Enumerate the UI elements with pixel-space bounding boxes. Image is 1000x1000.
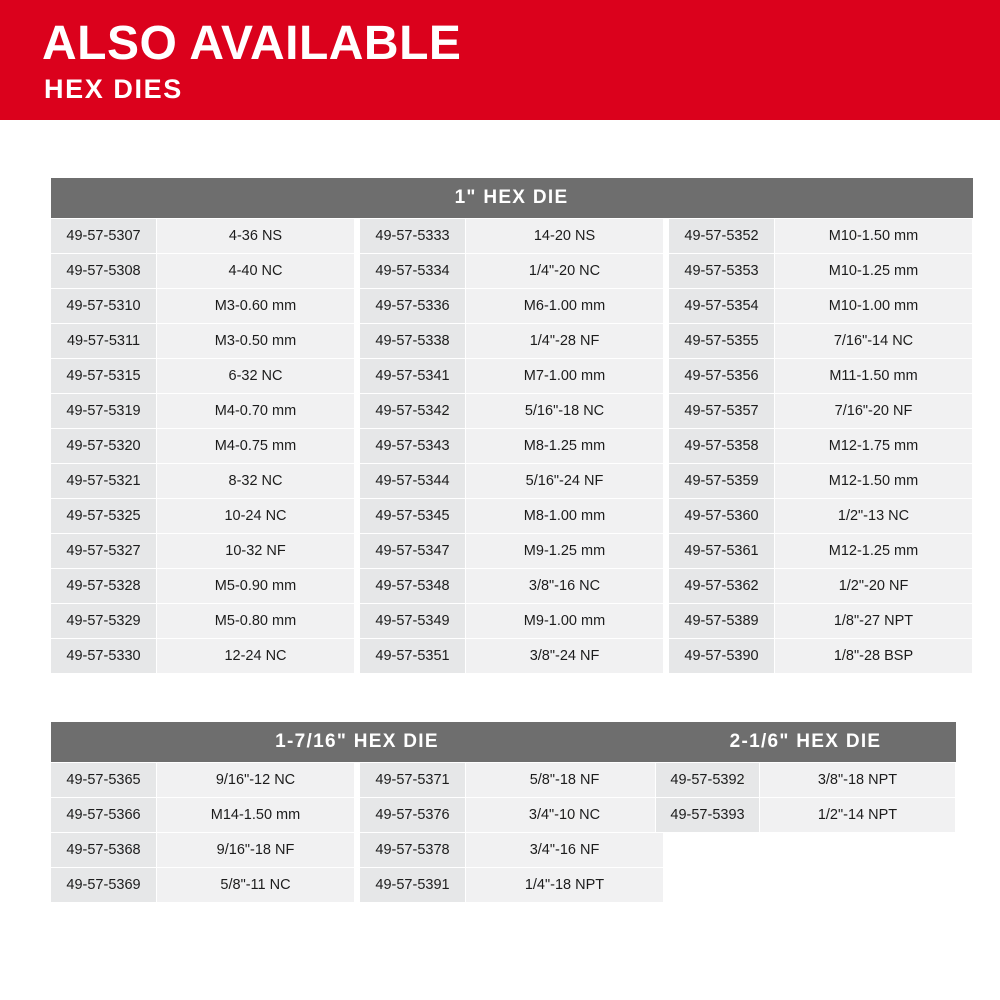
thread-size-cell: 1/2"-14 NPT (760, 797, 956, 832)
part-number-cell: 49-57-5343 (360, 428, 466, 463)
thread-size-cell: 8-32 NC (157, 463, 355, 498)
part-number-cell: 49-57-5325 (51, 498, 157, 533)
part-number-cell: 49-57-5349 (360, 603, 466, 638)
part-number-cell: 49-57-5327 (51, 533, 157, 568)
table-header-1-hex-die: 1" HEX DIE (51, 178, 973, 218)
part-number-cell: 49-57-5308 (51, 253, 157, 288)
thread-size-cell: M4-0.75 mm (157, 428, 355, 463)
thread-size-cell: M7-1.00 mm (466, 358, 664, 393)
part-number-cell: 49-57-5354 (669, 288, 775, 323)
table-row (51, 253, 973, 288)
thread-size-cell: M9-1.25 mm (466, 533, 664, 568)
table-row (51, 867, 664, 902)
table-row (51, 832, 664, 867)
thread-size-cell: M12-1.50 mm (775, 463, 973, 498)
part-number-cell: 49-57-5357 (669, 393, 775, 428)
part-number-cell: 49-57-5361 (669, 533, 775, 568)
part-number-cell: 49-57-5368 (51, 832, 157, 867)
thread-size-cell: M6-1.00 mm (466, 288, 664, 323)
part-number-cell: 49-57-5307 (51, 218, 157, 253)
part-number-cell: 49-57-5338 (360, 323, 466, 358)
table-row (656, 762, 956, 797)
table-row (51, 603, 973, 638)
part-number-cell: 49-57-5319 (51, 393, 157, 428)
thread-size-cell: 7/16"-14 NC (775, 323, 973, 358)
part-number-cell: 49-57-5351 (360, 638, 466, 673)
part-number-cell: 49-57-5334 (360, 253, 466, 288)
thread-size-cell: M10-1.50 mm (775, 218, 973, 253)
table-row (51, 638, 973, 673)
thread-size-cell: 1/2"-13 NC (775, 498, 973, 533)
part-number-cell: 49-57-5392 (656, 762, 760, 797)
page-title: ALSO AVAILABLE (42, 17, 462, 70)
part-number-cell: 49-57-5359 (669, 463, 775, 498)
table-row (51, 218, 973, 253)
table-row (51, 533, 973, 568)
part-number-cell: 49-57-5393 (656, 797, 760, 832)
thread-size-cell: M10-1.25 mm (775, 253, 973, 288)
table-row (51, 568, 973, 603)
table-body-2-1-6-hex-die (656, 762, 956, 832)
thread-size-cell: 1/8"-28 BSP (775, 638, 973, 673)
thread-size-cell: M5-0.90 mm (157, 568, 355, 603)
table-row (51, 288, 973, 323)
thread-size-cell: 10-32 NF (157, 533, 355, 568)
thread-size-cell: M8-1.25 mm (466, 428, 664, 463)
part-number-cell: 49-57-5341 (360, 358, 466, 393)
thread-size-cell: M4-0.70 mm (157, 393, 355, 428)
part-number-cell: 49-57-5360 (669, 498, 775, 533)
table-row (51, 463, 973, 498)
thread-size-cell: M9-1.00 mm (466, 603, 664, 638)
thread-size-cell: 1/4"-20 NC (466, 253, 664, 288)
thread-size-cell: M5-0.80 mm (157, 603, 355, 638)
part-number-cell: 49-57-5355 (669, 323, 775, 358)
part-number-cell: 49-57-5328 (51, 568, 157, 603)
header-banner (0, 0, 1000, 120)
thread-size-cell: 10-24 NC (157, 498, 355, 533)
thread-size-cell: 3/8"-24 NF (466, 638, 664, 673)
table-row (51, 428, 973, 463)
part-number-cell: 49-57-5348 (360, 568, 466, 603)
thread-size-cell: M8-1.00 mm (466, 498, 664, 533)
part-number-cell: 49-57-5311 (51, 323, 157, 358)
part-number-cell: 49-57-5345 (360, 498, 466, 533)
page-subtitle: HEX DIES (44, 74, 183, 104)
table-row (51, 393, 973, 428)
thread-size-cell: 3/4"-16 NF (466, 832, 664, 867)
part-number-cell: 49-57-5369 (51, 867, 157, 902)
thread-size-cell: M10-1.00 mm (775, 288, 973, 323)
part-number-cell: 49-57-5390 (669, 638, 775, 673)
part-number-cell: 49-57-5342 (360, 393, 466, 428)
table-header-1-7-16-hex-die: 1-7/16" HEX DIE (51, 722, 664, 762)
table-body-1-hex-die (51, 218, 973, 673)
thread-size-cell: M3-0.50 mm (157, 323, 355, 358)
thread-size-cell: 4-36 NS (157, 218, 355, 253)
part-number-cell: 49-57-5378 (360, 832, 466, 867)
part-number-cell: 49-57-5320 (51, 428, 157, 463)
thread-size-cell: M11-1.50 mm (775, 358, 973, 393)
thread-size-cell: 7/16"-20 NF (775, 393, 973, 428)
thread-size-cell: 12-24 NC (157, 638, 355, 673)
table-row (51, 498, 973, 533)
thread-size-cell: 4-40 NC (157, 253, 355, 288)
thread-size-cell: 5/16"-24 NF (466, 463, 664, 498)
thread-size-cell: M12-1.25 mm (775, 533, 973, 568)
thread-size-cell: 1/2"-20 NF (775, 568, 973, 603)
table-row (51, 762, 664, 797)
table-2-1-6-hex-die (655, 722, 956, 833)
thread-size-cell: 5/16"-18 NC (466, 393, 664, 428)
thread-size-cell: 3/8"-18 NPT (760, 762, 956, 797)
part-number-cell: 49-57-5365 (51, 762, 157, 797)
thread-size-cell: 9/16"-18 NF (157, 832, 355, 867)
part-number-cell: 49-57-5371 (360, 762, 466, 797)
thread-size-cell: 1/4"-18 NPT (466, 867, 664, 902)
thread-size-cell: 5/8"-11 NC (157, 867, 355, 902)
thread-size-cell: M14-1.50 mm (157, 797, 355, 832)
table-row (51, 323, 973, 358)
part-number-cell: 49-57-5353 (669, 253, 775, 288)
table-row (51, 797, 664, 832)
thread-size-cell: 1/8"-27 NPT (775, 603, 973, 638)
part-number-cell: 49-57-5333 (360, 218, 466, 253)
table-1-hex-die (50, 178, 973, 674)
thread-size-cell: 1/4"-28 NF (466, 323, 664, 358)
part-number-cell: 49-57-5330 (51, 638, 157, 673)
part-number-cell: 49-57-5376 (360, 797, 466, 832)
part-number-cell: 49-57-5336 (360, 288, 466, 323)
part-number-cell: 49-57-5391 (360, 867, 466, 902)
part-number-cell: 49-57-5362 (669, 568, 775, 603)
table-row (656, 797, 956, 832)
part-number-cell: 49-57-5321 (51, 463, 157, 498)
thread-size-cell: 9/16"-12 NC (157, 762, 355, 797)
thread-size-cell: 6-32 NC (157, 358, 355, 393)
table-header-2-1-6-hex-die: 2-1/6" HEX DIE (656, 722, 956, 762)
part-number-cell: 49-57-5366 (51, 797, 157, 832)
part-number-cell: 49-57-5389 (669, 603, 775, 638)
thread-size-cell: M12-1.75 mm (775, 428, 973, 463)
part-number-cell: 49-57-5329 (51, 603, 157, 638)
table-body-1-7-16-hex-die (51, 762, 664, 902)
thread-size-cell: 3/4"-10 NC (466, 797, 664, 832)
thread-size-cell: 5/8"-18 NF (466, 762, 664, 797)
part-number-cell: 49-57-5344 (360, 463, 466, 498)
part-number-cell: 49-57-5352 (669, 218, 775, 253)
table-1-7-16-hex-die (50, 722, 664, 903)
part-number-cell: 49-57-5315 (51, 358, 157, 393)
thread-size-cell: 14-20 NS (466, 218, 664, 253)
table-row (51, 358, 973, 393)
thread-size-cell: 3/8"-16 NC (466, 568, 664, 603)
thread-size-cell: M3-0.60 mm (157, 288, 355, 323)
part-number-cell: 49-57-5347 (360, 533, 466, 568)
part-number-cell: 49-57-5356 (669, 358, 775, 393)
part-number-cell: 49-57-5310 (51, 288, 157, 323)
part-number-cell: 49-57-5358 (669, 428, 775, 463)
